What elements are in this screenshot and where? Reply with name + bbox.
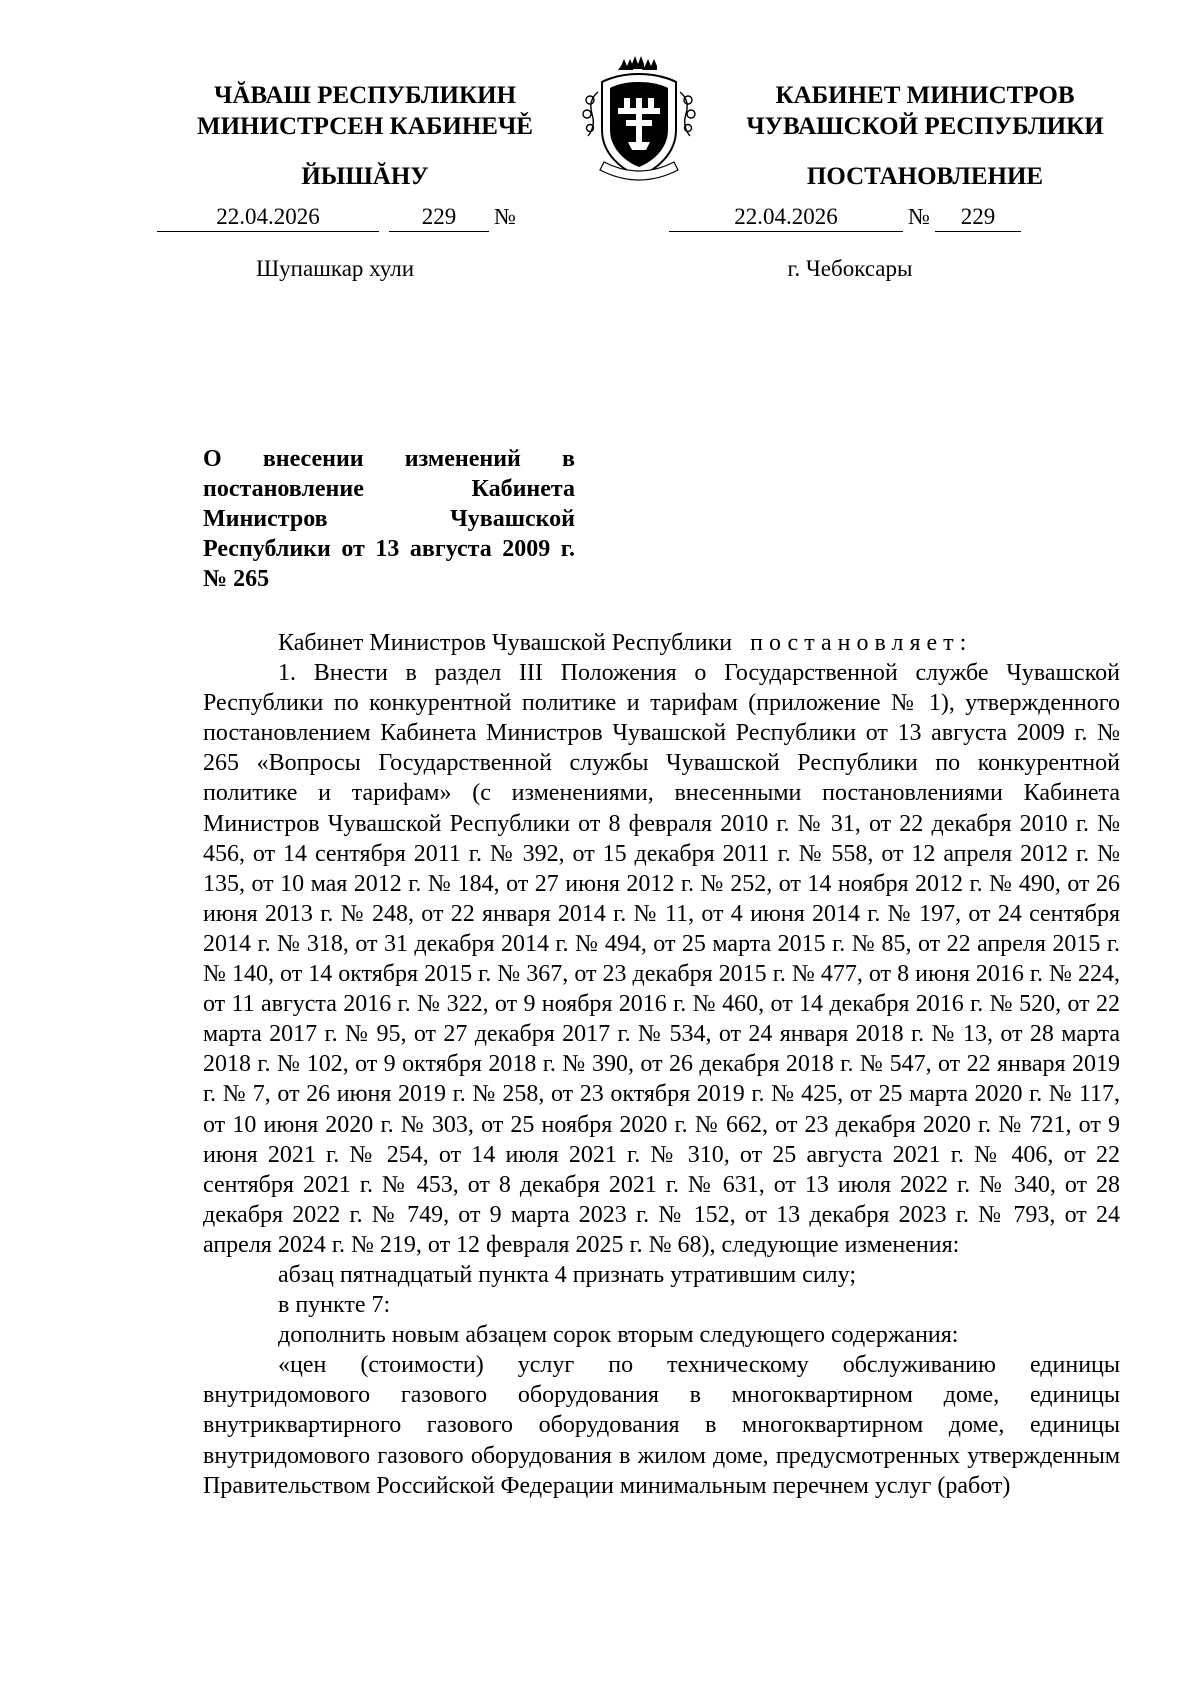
right-number: 229 — [935, 203, 1021, 232]
right-number-sign: № — [908, 204, 930, 229]
coat-of-arms-emblem-icon — [568, 52, 710, 182]
document-body — [203, 628, 1120, 1501]
header-left-line2: МИНИСТРСЕН КАБИНЕЧĚ — [197, 113, 533, 140]
paragraph-3: в пункте 7: — [278, 1292, 391, 1319]
intro-verb: постановляет: — [750, 630, 973, 656]
left-city: Шупашкар хули — [255, 256, 415, 281]
header-right-line1: КАБИНЕТ МИНИСТРОВ — [775, 82, 1075, 109]
header-right-line2: ЧУВАШСКОЙ РЕСПУБЛИКИ — [746, 113, 1104, 140]
doc-type-left: ЙЫШĂНУ — [301, 163, 429, 190]
intro-lead: Кабинет Министров Чувашской Республики — [278, 630, 733, 656]
left-date: 22.04.2026 — [157, 203, 379, 232]
left-number-sign: № — [494, 204, 516, 229]
header-left-title — [170, 80, 560, 142]
intro-paragraph — [203, 628, 1120, 658]
right-city: г. Чебоксары — [787, 256, 913, 281]
paragraph-1: 1. Внести в раздел III Положения о Государственной службе Чувашской Республики по конкурентной политике и тарифам (приложение № 1), утвержденного постановлением Кабинета Министров Чувашской Республики от 13 августа 2009 г. № 265 «Вопросы Государственной службы Чувашской Республики по конкурентной политике и тарифам» (с изменениями, внесенными постановлениями Кабинета Министров Чувашской Республики от 8 февраля 2010 г. № 31, от 22 декабря 2010 г. № 456, от 14 сентября 2011 г. № 392, от 15 декабря 2011 г. № 558, от 12 апреля 2012 г. № 135, от 10 мая 2012 г. № 184, от 27 июня 2012 г. № 252, от 14 ноября 2012 г. № 490, от 26 июня 2013 г. № 248, от 22 января 2014 г. № 11, от 4 июня 2014 г. № 197, от 24 сентября 2014 г. № 318, от 31 декабря 2014 г. № 494, от 25 марта 2015 г. № 85, от 22 апреля 2015 г. № 140, от 14 октября 2015 г. № 367, от 23 декабря 2015 г. № 477, от 8 июня 2016 г. № 224, от 11 августа 2016 г. № 322, от 9 ноября 2016 г. № 460, от 14 декабря 2016 г. № 520, от 22 марта 2017 г. № 95, от 27 декабря 2017 г. № 534, от 24 января 2018 г. № 13, от 28 марта 2018 г. № 102, от 9 октября 2018 г. № 390, от 26 декабря 2018 г. № 547, от 22 января 2019 г. № 7, от 26 июня 2019 г. № 258, от 23 октября 2019 г. № 425, от 25 марта 2020 г. № 117, от 10 июня 2020 г. № 303, от 25 ноября 2020 г. № 662, от 23 декабря 2020 г. № 721, от 9 июня 2021 г. № 254, от 14 июля 2021 г. № 310, от 25 августа 2021 г. № 406, от 22 сентября 2021 г. № 453, от 8 декабря 2021 г. № 631, от 13 июля 2022 г. № 340, от 28 декабря 2022 г. № 749, от 9 марта 2023 г. № 152, от 13 декабря 2023 г. № 793, от 24 апреля 2024 г. № 219, от 12 февраля 2025 г. № 68), следующие изменения: — [203, 660, 1120, 1258]
paragraph-4: дополнить новым абзацем сорок вторым следующего содержания: — [278, 1322, 959, 1349]
right-date: 22.04.2026 — [669, 203, 903, 232]
document-subject: О внесении изменений в постановление Кабинета Министров Чувашской Республики от 13 августа 2009 г. № 265 — [203, 446, 575, 592]
left-number: 229 — [389, 203, 489, 232]
doc-type-right: ПОСТАНОВЛЕНИЕ — [806, 163, 1044, 190]
header-left-line1: ЧĂВАШ РЕСПУБЛИКИН — [213, 82, 517, 109]
paragraph-5: «цен (стоимости) услуг по техническому обслуживанию единицы внутридомового газового оборудования в многоквартирном доме, единицы внутриквартирного газового оборудования в многоквартирном доме, единицы внутридомового газового оборудования в жилом доме, предусмотренных утвержденным Правительством Российской Федерации минимальным перечнем услуг (работ) — [203, 1352, 1120, 1499]
header-right-title — [725, 80, 1125, 142]
paragraph-2: абзац пятнадцатый пункта 4 признать утратившим силу; — [278, 1261, 857, 1288]
